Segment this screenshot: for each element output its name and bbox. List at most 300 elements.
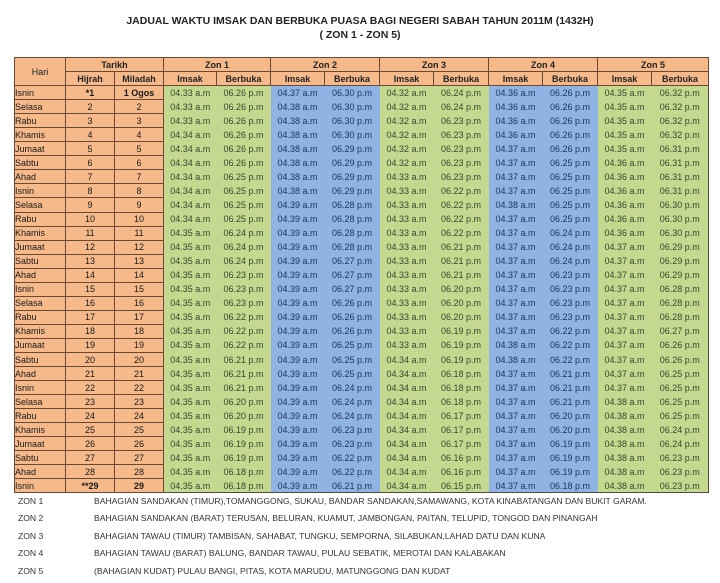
cell-zon-2-berbuka: 06.23 p.m — [325, 437, 380, 451]
cell-zon-5-imsak: 04.38 a.m — [598, 423, 652, 437]
cell-zon-3-imsak: 04.33 a.m — [380, 254, 434, 268]
cell-zon-3-berbuka: 06.17 p.m — [434, 437, 489, 451]
cell-zon-2-berbuka: 06.22 p.m — [325, 451, 380, 465]
cell-zon-4-imsak: 04.37 a.m — [489, 268, 543, 282]
cell-zon-4-imsak: 04.37 a.m — [489, 296, 543, 310]
cell-hijrah: 27 — [66, 451, 115, 465]
cell-zon-5-berbuka: 06.32 p.m — [652, 128, 709, 142]
table-row — [15, 100, 709, 114]
cell-zon-2-imsak: 04.39 a.m — [271, 451, 325, 465]
cell-zon-3-imsak: 04.33 a.m — [380, 226, 434, 240]
cell-miladah: 25 — [115, 423, 164, 437]
cell-miladah: 27 — [115, 451, 164, 465]
header-miladah: Miladah — [115, 72, 164, 86]
cell-zon-5-imsak: 04.38 a.m — [598, 395, 652, 409]
cell-zon-4-berbuka: 06.25 p.m — [543, 156, 598, 170]
cell-hari: Isnin — [15, 381, 66, 395]
cell-miladah: 5 — [115, 142, 164, 156]
cell-zon-4-imsak: 04.37 a.m — [489, 479, 543, 493]
cell-zon-3-imsak: 04.34 a.m — [380, 465, 434, 479]
cell-zon-2-berbuka: 06.24 p.m — [325, 381, 380, 395]
header-row-2 — [15, 72, 709, 86]
cell-zon-4-imsak: 04.37 a.m — [489, 212, 543, 226]
cell-hari: Ahad — [15, 367, 66, 381]
cell-hijrah: 11 — [66, 226, 115, 240]
cell-zon-2-berbuka: 06.25 p.m — [325, 367, 380, 381]
cell-zon-1-imsak: 04.35 a.m — [164, 437, 217, 451]
cell-zon-5-berbuka: 06.31 p.m — [652, 142, 709, 156]
cell-zon-4-berbuka: 06.26 p.m — [543, 142, 598, 156]
table-row — [15, 184, 709, 198]
cell-zon-3-imsak: 04.32 a.m — [380, 128, 434, 142]
cell-zon-3-berbuka: 06.15 p.m — [434, 479, 489, 493]
cell-zon-4-berbuka: 06.25 p.m — [543, 212, 598, 226]
cell-zon-1-berbuka: 06.23 p.m — [217, 268, 271, 282]
cell-hijrah: 17 — [66, 310, 115, 324]
cell-zon-2-berbuka: 06.29 p.m — [325, 142, 380, 156]
cell-zon-3-berbuka: 06.20 p.m — [434, 310, 489, 324]
cell-zon-2-imsak: 04.39 a.m — [271, 352, 325, 366]
header-tarikh: Tarikh — [66, 58, 164, 72]
cell-zon-4-imsak: 04.37 a.m — [489, 240, 543, 254]
cell-zon-5-imsak: 04.37 a.m — [598, 282, 652, 296]
zone-note-text: BAHAGIAN SANDAKAN (BARAT) TERUSAN, BELURAN, KUAMUT, JAMBONGAN, PAITAN, TELUPID, TONGOD DAN PINANGAH — [94, 513, 598, 524]
cell-zon-3-berbuka: 06.20 p.m — [434, 282, 489, 296]
cell-zon-4-berbuka: 06.22 p.m — [543, 352, 598, 366]
cell-zon-2-berbuka: 06.27 p.m — [325, 268, 380, 282]
cell-hijrah: 18 — [66, 324, 115, 338]
table-row — [15, 254, 709, 268]
cell-zon-2-imsak: 04.39 a.m — [271, 268, 325, 282]
cell-zon-2-imsak: 04.39 a.m — [271, 465, 325, 479]
cell-zon-3-berbuka: 06.21 p.m — [434, 254, 489, 268]
header-zon-1: Zon 1 — [164, 58, 271, 72]
cell-hijrah: 9 — [66, 198, 115, 212]
cell-zon-5-imsak: 04.37 a.m — [598, 310, 652, 324]
cell-zon-4-berbuka: 06.20 p.m — [543, 409, 598, 423]
cell-zon-4-berbuka: 06.23 p.m — [543, 296, 598, 310]
cell-zon-4-imsak: 04.36 a.m — [489, 86, 543, 100]
cell-zon-5-imsak: 04.36 a.m — [598, 170, 652, 184]
cell-zon-2-berbuka: 06.25 p.m — [325, 352, 380, 366]
cell-zon-3-imsak: 04.33 a.m — [380, 198, 434, 212]
cell-zon-3-imsak: 04.32 a.m — [380, 142, 434, 156]
cell-zon-2-imsak: 04.38 a.m — [271, 100, 325, 114]
cell-zon-5-imsak: 04.37 a.m — [598, 367, 652, 381]
cell-zon-1-berbuka: 06.21 p.m — [217, 352, 271, 366]
cell-zon-1-imsak: 04.35 a.m — [164, 310, 217, 324]
header-imsak: Imsak — [164, 72, 217, 86]
cell-zon-4-berbuka: 06.21 p.m — [543, 381, 598, 395]
cell-zon-5-imsak: 04.36 a.m — [598, 156, 652, 170]
cell-zon-3-berbuka: 06.20 p.m — [434, 296, 489, 310]
cell-zon-5-imsak: 04.37 a.m — [598, 254, 652, 268]
cell-zon-3-berbuka: 06.18 p.m — [434, 381, 489, 395]
table-row — [15, 310, 709, 324]
cell-hijrah: 6 — [66, 156, 115, 170]
cell-zon-3-berbuka: 06.19 p.m — [434, 352, 489, 366]
cell-zon-3-imsak: 04.32 a.m — [380, 100, 434, 114]
cell-zon-3-berbuka: 06.22 p.m — [434, 198, 489, 212]
cell-zon-3-imsak: 04.33 a.m — [380, 184, 434, 198]
cell-zon-2-imsak: 04.39 a.m — [271, 310, 325, 324]
cell-hari: Jumaat — [15, 338, 66, 352]
cell-miladah: 1 Ogos — [115, 86, 164, 100]
cell-zon-2-berbuka: 06.28 p.m — [325, 198, 380, 212]
cell-zon-2-berbuka: 06.30 p.m — [325, 114, 380, 128]
cell-zon-5-berbuka: 06.23 p.m — [652, 451, 709, 465]
cell-zon-3-imsak: 04.32 a.m — [380, 86, 434, 100]
cell-zon-2-imsak: 04.38 a.m — [271, 142, 325, 156]
cell-zon-1-imsak: 04.35 a.m — [164, 395, 217, 409]
cell-zon-5-berbuka: 06.28 p.m — [652, 296, 709, 310]
cell-zon-1-berbuka: 06.23 p.m — [217, 282, 271, 296]
table-row — [15, 114, 709, 128]
cell-miladah: 9 — [115, 198, 164, 212]
cell-zon-1-berbuka: 06.24 p.m — [217, 226, 271, 240]
cell-zon-2-berbuka: 06.25 p.m — [325, 338, 380, 352]
zone-note — [18, 513, 647, 530]
cell-zon-2-imsak: 04.39 a.m — [271, 212, 325, 226]
cell-zon-1-berbuka: 06.26 p.m — [217, 156, 271, 170]
cell-hari: Selasa — [15, 198, 66, 212]
cell-hari: Khamis — [15, 128, 66, 142]
cell-zon-4-berbuka: 06.25 p.m — [543, 170, 598, 184]
cell-miladah: 17 — [115, 310, 164, 324]
cell-zon-3-berbuka: 06.18 p.m — [434, 367, 489, 381]
table-row — [15, 479, 709, 493]
cell-zon-4-berbuka: 06.25 p.m — [543, 184, 598, 198]
cell-zon-3-berbuka: 06.16 p.m — [434, 465, 489, 479]
cell-zon-3-imsak: 04.33 a.m — [380, 282, 434, 296]
table-row — [15, 324, 709, 338]
table-row — [15, 465, 709, 479]
cell-zon-5-berbuka: 06.26 p.m — [652, 352, 709, 366]
cell-zon-2-imsak: 04.39 a.m — [271, 437, 325, 451]
cell-miladah: 15 — [115, 282, 164, 296]
cell-zon-2-imsak: 04.38 a.m — [271, 184, 325, 198]
cell-zon-4-imsak: 04.38 a.m — [489, 338, 543, 352]
cell-miladah: 8 — [115, 184, 164, 198]
cell-hari: Rabu — [15, 212, 66, 226]
cell-zon-5-berbuka: 06.25 p.m — [652, 409, 709, 423]
cell-zon-1-berbuka: 06.26 p.m — [217, 86, 271, 100]
cell-zon-4-imsak: 04.36 a.m — [489, 114, 543, 128]
cell-hijrah: 13 — [66, 254, 115, 268]
cell-zon-5-imsak: 04.38 a.m — [598, 409, 652, 423]
cell-zon-1-berbuka: 06.20 p.m — [217, 409, 271, 423]
header-berbuka: Berbuka — [325, 72, 380, 86]
cell-zon-1-berbuka: 06.26 p.m — [217, 114, 271, 128]
cell-zon-1-imsak: 04.34 a.m — [164, 128, 217, 142]
cell-zon-2-berbuka: 06.26 p.m — [325, 296, 380, 310]
cell-miladah: 23 — [115, 395, 164, 409]
cell-zon-3-berbuka: 06.21 p.m — [434, 240, 489, 254]
cell-zon-5-berbuka: 06.30 p.m — [652, 226, 709, 240]
cell-hijrah: 23 — [66, 395, 115, 409]
cell-miladah: 20 — [115, 352, 164, 366]
cell-zon-2-berbuka: 06.30 p.m — [325, 100, 380, 114]
cell-zon-4-berbuka: 06.23 p.m — [543, 268, 598, 282]
cell-zon-2-berbuka: 06.23 p.m — [325, 423, 380, 437]
cell-zon-5-imsak: 04.38 a.m — [598, 465, 652, 479]
cell-zon-4-imsak: 04.36 a.m — [489, 128, 543, 142]
cell-zon-5-imsak: 04.37 a.m — [598, 296, 652, 310]
cell-zon-4-imsak: 04.37 a.m — [489, 184, 543, 198]
cell-zon-1-imsak: 04.34 a.m — [164, 198, 217, 212]
cell-zon-3-imsak: 04.34 a.m — [380, 381, 434, 395]
table-row — [15, 282, 709, 296]
header-row-1 — [15, 58, 709, 72]
cell-zon-3-imsak: 04.34 a.m — [380, 395, 434, 409]
cell-zon-3-imsak: 04.33 a.m — [380, 268, 434, 282]
cell-zon-5-imsak: 04.37 a.m — [598, 324, 652, 338]
cell-hijrah: 3 — [66, 114, 115, 128]
cell-zon-5-imsak: 04.36 a.m — [598, 184, 652, 198]
cell-zon-1-berbuka: 06.26 p.m — [217, 142, 271, 156]
cell-hari: Jumaat — [15, 142, 66, 156]
cell-zon-5-imsak: 04.37 a.m — [598, 352, 652, 366]
cell-zon-4-imsak: 04.36 a.m — [489, 100, 543, 114]
cell-zon-4-berbuka: 06.23 p.m — [543, 310, 598, 324]
cell-zon-2-berbuka: 06.28 p.m — [325, 226, 380, 240]
cell-zon-5-berbuka: 06.31 p.m — [652, 170, 709, 184]
cell-zon-5-berbuka: 06.23 p.m — [652, 479, 709, 493]
table-row — [15, 212, 709, 226]
cell-zon-5-imsak: 04.37 a.m — [598, 338, 652, 352]
zone-note-text: BAHAGIAN TAWAU (TIMUR) TAMBISAN, SAHABAT, TUNGKU, SEMPORNA, SILABUKAN,LAHAD DATU DAN KUNA — [94, 530, 546, 541]
cell-zon-3-berbuka: 06.19 p.m — [434, 324, 489, 338]
cell-zon-5-imsak: 04.36 a.m — [598, 212, 652, 226]
cell-zon-4-berbuka: 06.20 p.m — [543, 423, 598, 437]
cell-hari: Selasa — [15, 100, 66, 114]
cell-hari: Isnin — [15, 479, 66, 493]
table-row — [15, 409, 709, 423]
cell-zon-2-imsak: 04.39 a.m — [271, 282, 325, 296]
cell-hijrah: 28 — [66, 465, 115, 479]
cell-zon-5-imsak: 04.38 a.m — [598, 479, 652, 493]
zone-note-text: BAHAGIAN SANDAKAN (TIMUR),TOMANGGONG, SUKAU, BANDAR SANDAKAN,SAMAWANG, KOTA KINABATANGAN DAN BUKIT GARAM. — [94, 496, 647, 506]
cell-hari: Rabu — [15, 310, 66, 324]
cell-zon-5-imsak: 04.36 a.m — [598, 226, 652, 240]
cell-zon-2-imsak: 04.39 a.m — [271, 226, 325, 240]
header-imsak: Imsak — [380, 72, 434, 86]
cell-hari: Isnin — [15, 282, 66, 296]
cell-hari: Ahad — [15, 268, 66, 282]
cell-zon-3-imsak: 04.32 a.m — [380, 114, 434, 128]
header-imsak: Imsak — [489, 72, 543, 86]
header-imsak: Imsak — [598, 72, 652, 86]
cell-zon-4-imsak: 04.38 a.m — [489, 352, 543, 366]
zone-note — [18, 496, 647, 513]
cell-zon-2-imsak: 04.38 a.m — [271, 156, 325, 170]
cell-zon-3-imsak: 04.33 a.m — [380, 338, 434, 352]
cell-miladah: 3 — [115, 114, 164, 128]
cell-zon-2-imsak: 04.39 a.m — [271, 324, 325, 338]
cell-zon-2-berbuka: 06.28 p.m — [325, 240, 380, 254]
cell-zon-5-berbuka: 06.28 p.m — [652, 282, 709, 296]
cell-zon-2-berbuka: 06.24 p.m — [325, 395, 380, 409]
zone-note — [18, 566, 647, 583]
cell-hijrah: 10 — [66, 212, 115, 226]
cell-zon-5-berbuka: 06.29 p.m — [652, 240, 709, 254]
cell-zon-1-berbuka: 06.25 p.m — [217, 198, 271, 212]
cell-miladah: 28 — [115, 465, 164, 479]
cell-hari: Khamis — [15, 324, 66, 338]
cell-hijrah: *1 — [66, 86, 115, 100]
cell-zon-4-imsak: 04.37 a.m — [489, 324, 543, 338]
cell-zon-1-imsak: 04.35 a.m — [164, 479, 217, 493]
cell-zon-5-berbuka: 06.30 p.m — [652, 212, 709, 226]
header-berbuka: Berbuka — [217, 72, 271, 86]
cell-zon-3-imsak: 04.34 a.m — [380, 352, 434, 366]
cell-zon-1-imsak: 04.35 a.m — [164, 367, 217, 381]
cell-zon-1-imsak: 04.35 a.m — [164, 324, 217, 338]
cell-zon-1-berbuka: 06.19 p.m — [217, 437, 271, 451]
cell-zon-5-imsak: 04.36 a.m — [598, 198, 652, 212]
table-row — [15, 338, 709, 352]
cell-hijrah: 8 — [66, 184, 115, 198]
cell-zon-2-imsak: 04.39 a.m — [271, 423, 325, 437]
cell-zon-5-berbuka: 06.32 p.m — [652, 86, 709, 100]
cell-zon-1-imsak: 04.35 a.m — [164, 409, 217, 423]
cell-zon-1-berbuka: 06.24 p.m — [217, 254, 271, 268]
cell-zon-4-berbuka: 06.23 p.m — [543, 282, 598, 296]
cell-hijrah: 2 — [66, 100, 115, 114]
page-subtitle: ( ZON 1 - ZON 5) — [319, 29, 401, 41]
cell-zon-1-imsak: 04.35 a.m — [164, 240, 217, 254]
header-imsak: Imsak — [271, 72, 325, 86]
header-berbuka: Berbuka — [543, 72, 598, 86]
cell-zon-5-berbuka: 06.24 p.m — [652, 423, 709, 437]
cell-hari: Sabtu — [15, 451, 66, 465]
cell-zon-3-berbuka: 06.19 p.m — [434, 338, 489, 352]
table-row — [15, 437, 709, 451]
schedule-body — [15, 86, 709, 493]
cell-miladah: 10 — [115, 212, 164, 226]
cell-zon-3-imsak: 04.34 a.m — [380, 479, 434, 493]
cell-zon-1-imsak: 04.33 a.m — [164, 100, 217, 114]
header-zon-4: Zon 4 — [489, 58, 598, 72]
cell-zon-4-berbuka: 06.24 p.m — [543, 240, 598, 254]
zone-note-label: ZON 3 — [18, 530, 44, 541]
cell-miladah: 14 — [115, 268, 164, 282]
zone-note-label: ZON 2 — [18, 513, 44, 524]
cell-zon-5-berbuka: 06.26 p.m — [652, 338, 709, 352]
table-row — [15, 451, 709, 465]
cell-hijrah: 5 — [66, 142, 115, 156]
table-row — [15, 198, 709, 212]
cell-zon-1-berbuka: 06.25 p.m — [217, 170, 271, 184]
cell-hijrah: 22 — [66, 381, 115, 395]
cell-zon-2-imsak: 04.39 a.m — [271, 338, 325, 352]
zone-note-label: ZON 1 — [18, 496, 44, 506]
cell-zon-2-berbuka: 06.26 p.m — [325, 324, 380, 338]
cell-zon-1-imsak: 04.34 a.m — [164, 212, 217, 226]
cell-zon-3-imsak: 04.33 a.m — [380, 324, 434, 338]
cell-hijrah: 25 — [66, 423, 115, 437]
zone-note-label: ZON 5 — [18, 565, 44, 576]
cell-zon-3-imsak: 04.33 a.m — [380, 212, 434, 226]
cell-hari: Isnin — [15, 184, 66, 198]
cell-zon-1-berbuka: 06.18 p.m — [217, 465, 271, 479]
cell-hijrah: 24 — [66, 409, 115, 423]
cell-zon-4-berbuka: 06.26 p.m — [543, 128, 598, 142]
cell-hari: Sabtu — [15, 156, 66, 170]
cell-zon-3-imsak: 04.34 a.m — [380, 367, 434, 381]
cell-zon-4-berbuka: 06.24 p.m — [543, 254, 598, 268]
cell-zon-4-berbuka: 06.22 p.m — [543, 324, 598, 338]
cell-zon-4-imsak: 04.37 a.m — [489, 465, 543, 479]
cell-zon-5-berbuka: 06.24 p.m — [652, 437, 709, 451]
cell-zon-3-berbuka: 06.24 p.m — [434, 100, 489, 114]
cell-zon-4-imsak: 04.37 a.m — [489, 381, 543, 395]
cell-miladah: 7 — [115, 170, 164, 184]
cell-zon-2-berbuka: 06.30 p.m — [325, 86, 380, 100]
cell-zon-5-imsak: 04.37 a.m — [598, 268, 652, 282]
cell-miladah: 26 — [115, 437, 164, 451]
cell-zon-2-berbuka: 06.21 p.m — [325, 479, 380, 493]
cell-miladah: 24 — [115, 409, 164, 423]
cell-zon-5-imsak: 04.37 a.m — [598, 381, 652, 395]
cell-zon-5-berbuka: 06.25 p.m — [652, 381, 709, 395]
cell-zon-4-imsak: 04.37 a.m — [489, 423, 543, 437]
cell-zon-1-imsak: 04.35 a.m — [164, 352, 217, 366]
header-hijrah: Hijrah — [66, 72, 115, 86]
cell-zon-2-imsak: 04.38 a.m — [271, 170, 325, 184]
cell-zon-4-berbuka: 06.19 p.m — [543, 465, 598, 479]
page-title: JADUAL WAKTU IMSAK DAN BERBUKA PUASA BAGI NEGERI SABAH TAHUN 2011M (1432H) — [126, 15, 594, 27]
cell-zon-1-berbuka: 06.26 p.m — [217, 100, 271, 114]
cell-zon-4-imsak: 04.37 a.m — [489, 170, 543, 184]
cell-zon-1-berbuka: 06.25 p.m — [217, 212, 271, 226]
cell-zon-3-imsak: 04.34 a.m — [380, 423, 434, 437]
cell-zon-3-berbuka: 06.24 p.m — [434, 86, 489, 100]
cell-zon-2-imsak: 04.37 a.m — [271, 86, 325, 100]
table-row — [15, 170, 709, 184]
cell-zon-1-berbuka: 06.21 p.m — [217, 367, 271, 381]
table-row — [15, 381, 709, 395]
cell-zon-4-imsak: 04.37 a.m — [489, 395, 543, 409]
cell-miladah: 19 — [115, 338, 164, 352]
cell-hari: Jumaat — [15, 240, 66, 254]
header-berbuka: Berbuka — [434, 72, 489, 86]
cell-zon-4-imsak: 04.37 a.m — [489, 409, 543, 423]
cell-zon-5-imsak: 04.35 a.m — [598, 114, 652, 128]
zone-note — [18, 531, 647, 548]
cell-zon-5-imsak: 04.38 a.m — [598, 451, 652, 465]
cell-zon-2-imsak: 04.39 a.m — [271, 381, 325, 395]
table-row — [15, 156, 709, 170]
cell-zon-3-imsak: 04.33 a.m — [380, 170, 434, 184]
cell-miladah: 13 — [115, 254, 164, 268]
cell-hijrah: **29 — [66, 479, 115, 493]
cell-zon-4-berbuka: 06.26 p.m — [543, 100, 598, 114]
table-row — [15, 395, 709, 409]
cell-zon-4-berbuka: 06.18 p.m — [543, 479, 598, 493]
cell-zon-3-berbuka: 06.22 p.m — [434, 226, 489, 240]
cell-zon-3-berbuka: 06.23 p.m — [434, 114, 489, 128]
cell-zon-2-berbuka: 06.29 p.m — [325, 170, 380, 184]
cell-hijrah: 19 — [66, 338, 115, 352]
cell-zon-1-berbuka: 06.22 p.m — [217, 338, 271, 352]
cell-zon-2-berbuka: 06.30 p.m — [325, 128, 380, 142]
cell-zon-3-imsak: 04.33 a.m — [380, 310, 434, 324]
cell-zon-1-imsak: 04.34 a.m — [164, 156, 217, 170]
cell-zon-2-imsak: 04.39 a.m — [271, 240, 325, 254]
schedule-table — [14, 57, 709, 493]
cell-zon-4-imsak: 04.37 a.m — [489, 451, 543, 465]
